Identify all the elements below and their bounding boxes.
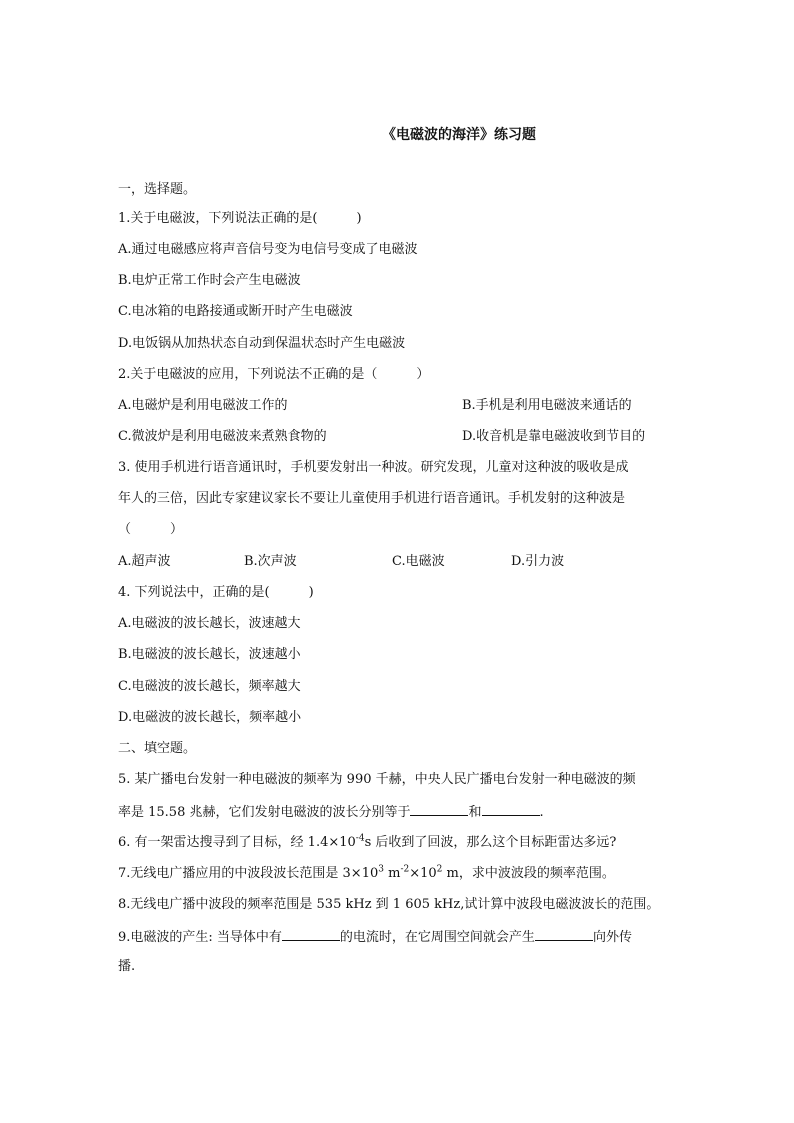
q4-option-d: D.电磁波的波长越长，频率越小: [118, 710, 302, 725]
q4-option-b: B.电磁波的波长越长，波速越小: [118, 647, 301, 662]
section-heading-fill: 二、填空题。: [118, 741, 197, 756]
q7-text-d: m，求中波波段的频率范围。: [442, 866, 615, 881]
answer-blank[interactable]: [482, 801, 540, 816]
q5-line-1: 5. 某广播电台发射一种电磁波的频率为 990 千赫，中央人民广播电台发射一种电磁波的频: [118, 772, 636, 787]
q5-text-b: 和: [468, 805, 482, 820]
q1-option-b: B.电炉正常工作时会产生电磁波: [118, 273, 301, 288]
q3-line-1: 3. 使用手机进行语音通讯时，手机要发射出一种波。研究发现，儿童对这种波的吸收是成: [118, 460, 629, 475]
q7-exponent-2: -2: [400, 864, 410, 875]
q6-exponent: -4: [355, 833, 365, 844]
q3-option-b: B.次声波: [244, 554, 297, 569]
q7-exponent-1: 3: [378, 864, 384, 875]
q9-line-2: 播.: [118, 959, 136, 974]
q1-option-a: A.通过电磁感应将声音信号变为电信号变成了电磁波: [118, 242, 418, 257]
answer-blank[interactable]: [535, 926, 593, 941]
q2-option-b: B.手机是利用电磁波来通话的: [462, 398, 632, 413]
q1-stem: 1.关于电磁波，下列说法正确的是( ): [118, 211, 362, 226]
q3-option-c: C.电磁波: [392, 554, 445, 569]
q3-line-3: （ ）: [118, 522, 184, 537]
q4-option-c: C.电磁波的波长越长，频率越大: [118, 679, 301, 694]
q3-option-a: A.超声波: [118, 554, 171, 569]
q1-option-c: C.电冰箱的电路接通或断开时产生电磁波: [118, 304, 353, 319]
q7-text-b: m: [383, 866, 401, 881]
q7-text-a: 7.无线电广播应用的中波段波长范围是 3×10: [118, 866, 379, 881]
q3-option-d: D.引力波: [511, 554, 565, 569]
q1-option-d: D.电饭锅从加热状态自动到保温状态时产生电磁波: [118, 336, 406, 351]
q2-option-c: C.微波炉是利用电磁波来煮熟食物的: [118, 429, 327, 444]
q9-text-a: 9.电磁波的产生: 当导体中有: [118, 930, 282, 945]
q6-text-a: 6. 有一架雷达搜寻到了目标，经 1.4×10: [118, 835, 356, 850]
q9-text-b: 的电流时，在它周围空间就会产生: [339, 930, 535, 945]
q5-text-a: 率是 15.58 兆赫，它们发射电磁波的波长分别等于: [118, 805, 411, 820]
q5-line-2: [118, 801, 544, 823]
q6-text-b: s 后收到了回波，那么这个目标距雷达多远?: [364, 835, 617, 850]
answer-blank[interactable]: [282, 926, 340, 941]
q4-option-a: A.电磁波的波长越长，波速越大: [118, 616, 301, 631]
q9-text-c: 向外传: [592, 930, 632, 945]
page-title: 《电磁波的海洋》练习题: [382, 127, 536, 143]
q6-line: [118, 833, 616, 853]
q2-stem: 2.关于电磁波的应用，下列说法不正确的是（ ）: [118, 367, 430, 382]
q4-stem: 4. 下列说法中，正确的是( ): [118, 585, 314, 600]
q2-option-d: D.收音机是靠电磁波收到节目的: [462, 429, 646, 444]
q7-text-c: ×10: [409, 866, 437, 881]
q3-line-2: 年人的三倍，因此专家建议家长不要让儿童使用手机进行语音通讯。手机发射的这种波是: [118, 491, 626, 506]
q2-option-a: A.电磁炉是利用电磁波工作的: [118, 398, 288, 413]
q9-line-1: [118, 926, 632, 948]
answer-blank[interactable]: [410, 801, 468, 816]
q7-line: [118, 864, 615, 884]
q7-exponent-3: 2: [436, 864, 443, 875]
section-heading-choice: 一，选择题。: [118, 182, 197, 197]
q5-text-c: .: [539, 805, 544, 820]
q8-line: 8.无线电广播中波段的频率范围是 535 kHz 到 1 605 kHz,试计算中波段电磁波波长的范围。: [118, 897, 660, 912]
